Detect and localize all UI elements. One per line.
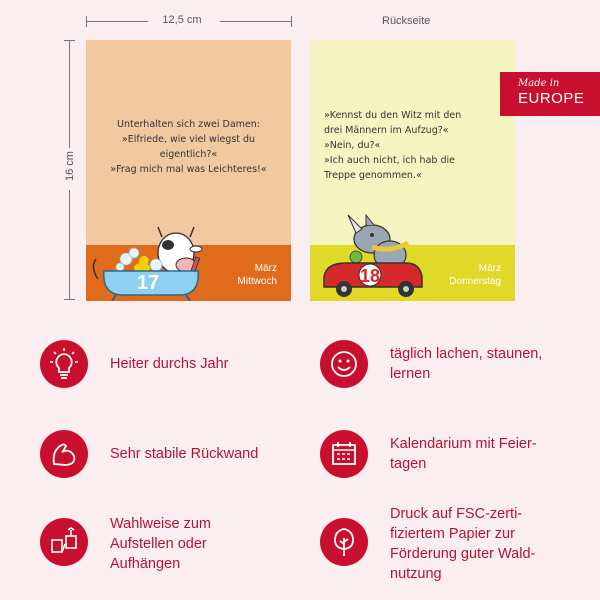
muscle-arm-icon [40, 430, 88, 478]
smiley-icon [320, 340, 368, 388]
cow-in-bathtub-illustration [86, 201, 226, 301]
day-number: 18 [359, 266, 381, 286]
calendar-icon [320, 430, 368, 478]
day-number: 17 [136, 272, 160, 294]
width-dimension [86, 13, 292, 29]
rhino-in-car-illustration [310, 201, 450, 301]
calendar-card-back [310, 40, 515, 301]
card-date-label: März Donnerstag [449, 263, 501, 287]
height-dimension [60, 40, 80, 300]
calendar-card-front [86, 40, 291, 301]
feature-text: Sehr stabile Rückwand [110, 446, 259, 462]
feature-text: Wahlweise zum Aufstellen oder Aufhängen [110, 516, 211, 572]
back-side-label: Rückseite [382, 15, 431, 27]
feature-text: Heiter durchs Jahr [110, 356, 229, 372]
feature-text: Kalendarium mit Feier- tagen [390, 436, 537, 472]
lightbulb-icon [40, 340, 88, 388]
card-date-label: März Mittwoch [237, 263, 277, 287]
width-label: 12,5 cm [162, 14, 202, 26]
feature-text: täglich lachen, staunen, lernen [390, 346, 543, 382]
made-in-europe-badge: Made in EUROPE [500, 72, 600, 116]
card-joke-text: »Kennst du den Witz mit den drei Männern im Aufzug?« »Nein, du?« »Ich auch nicht, ich hab die Treppe genommen.« [324, 110, 462, 181]
hang-stand-icon [40, 518, 88, 566]
height-label: 16 cm [64, 151, 76, 181]
feature-text: Druck auf FSC-zerti- fiziertem Papier zur Förderung guter Wald- nutzung [390, 506, 536, 582]
card-joke-text: Unterhalten sich zwei Damen: »Elfriede, wie viel wiegst du eigentlich?« »Frag mich mal was Leichteres!« [110, 119, 267, 175]
tree-icon [320, 518, 368, 566]
